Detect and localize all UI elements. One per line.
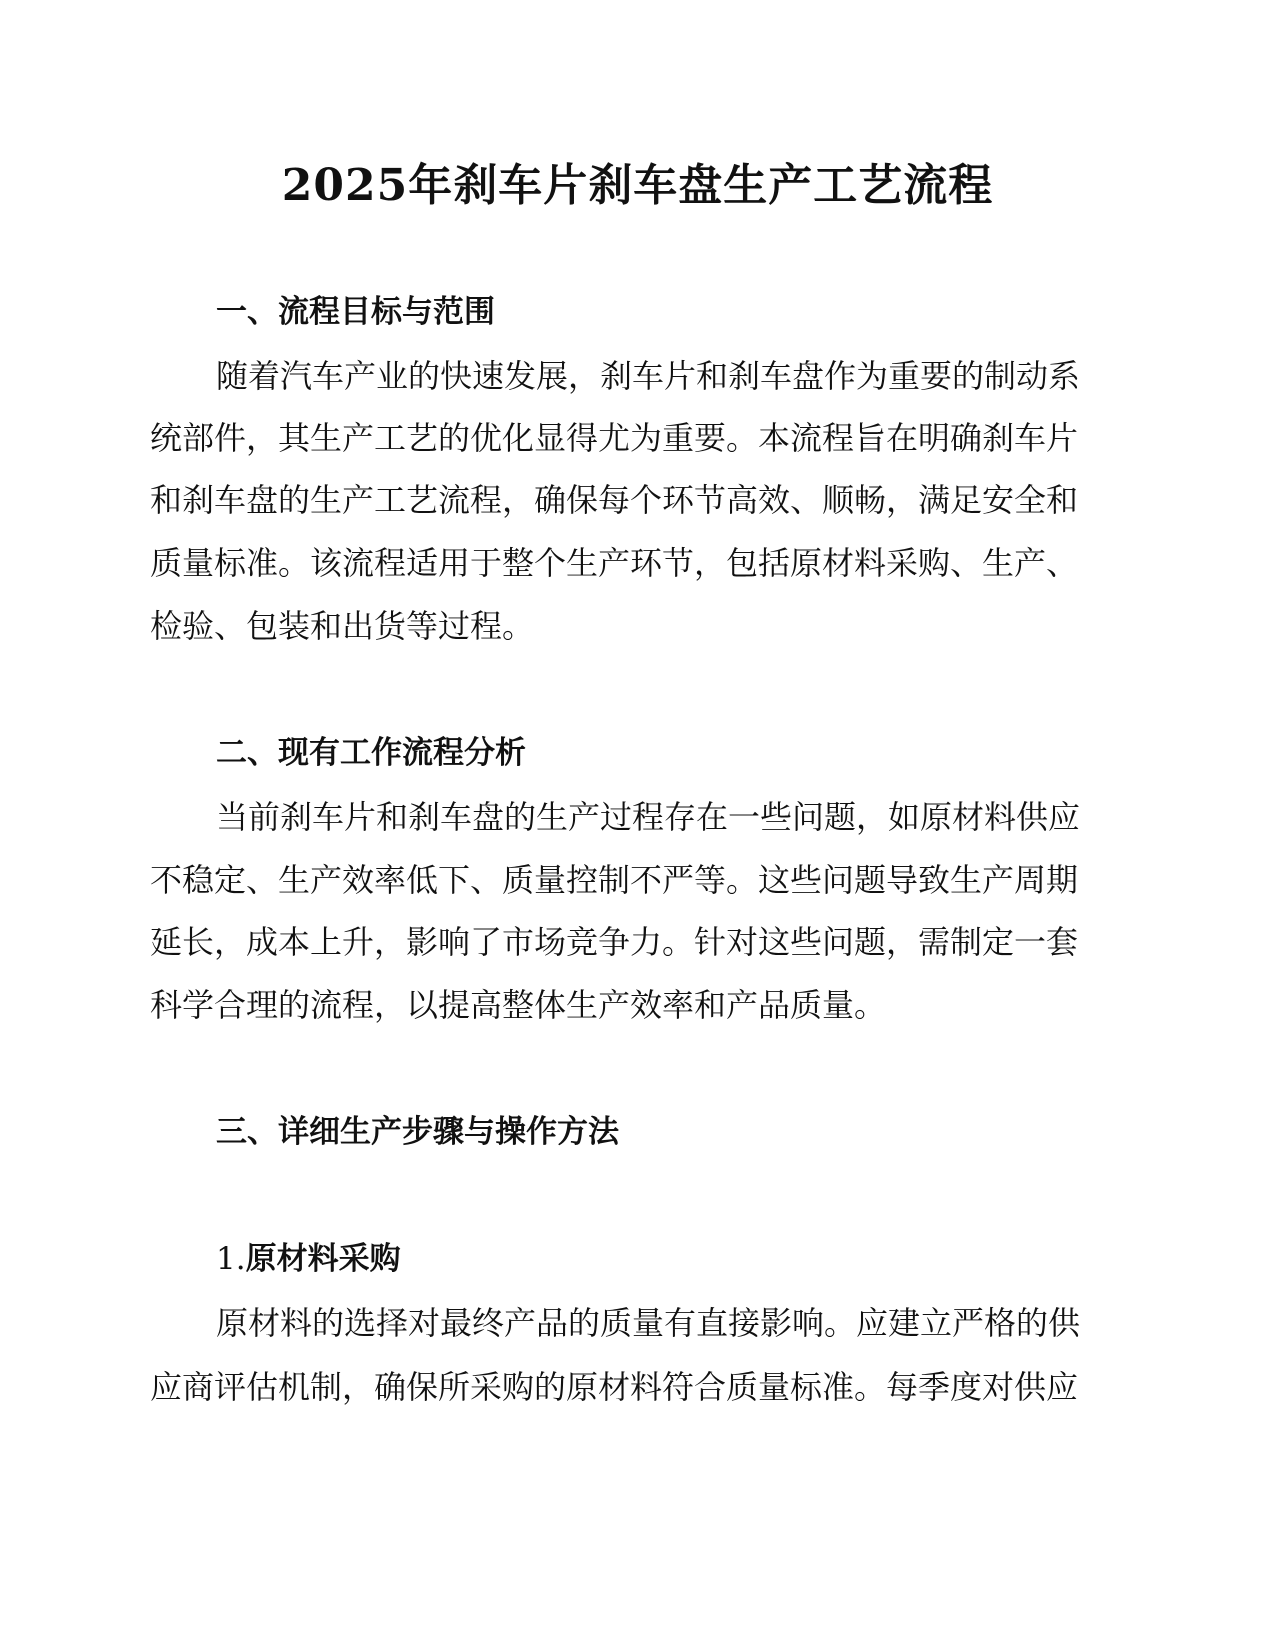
section-heading-2: 二、现有工作流程分析 [216, 735, 526, 771]
paragraph-line: 和刹车盘的生产工艺流程，确保每个环节高效、顺畅，满足安全和 [150, 481, 1079, 519]
document-title: 2025年刹车片刹车盘生产工艺流程 [281, 160, 994, 211]
paragraph-line: 当前刹车片和刹车盘的生产过程存在一些问题，如原材料供应 [216, 798, 1081, 836]
paragraph-line: 检验、包装和出货等过程。 [150, 607, 535, 645]
paragraph-line: 延长，成本上升，影响了市场竞争力。针对这些问题，需制定一套 [150, 923, 1079, 961]
paragraph-line: 不稳定、生产效率低下、质量控制不严等。这些问题导致生产周期 [150, 861, 1079, 899]
paragraph-line: 科学合理的流程，以提高整体生产效率和产品质量。 [150, 986, 887, 1024]
paragraph-line: 质量标准。该流程适用于整个生产环节，包括原材料采购、生产、 [150, 544, 1079, 582]
section-heading-1: 一、流程目标与范围 [216, 294, 495, 330]
subsection-title: 原材料采购 [245, 1241, 401, 1277]
paragraph-line: 随着汽车产业的快速发展，刹车片和刹车盘作为重要的制动系 [216, 357, 1081, 395]
subsection-number: 1. [216, 1241, 246, 1277]
paragraph-line: 原材料的选择对最终产品的质量有直接影响。应建立严格的供 [216, 1304, 1081, 1342]
paragraph-line: 应商评估机制，确保所采购的原材料符合质量标准。每季度对供应 [150, 1368, 1079, 1406]
subsection-heading-1 [216, 1239, 401, 1279]
section-heading-3: 三、详细生产步骤与操作方法 [216, 1114, 619, 1150]
paragraph-line: 统部件，其生产工艺的优化显得尤为重要。本流程旨在明确刹车片 [150, 419, 1079, 457]
